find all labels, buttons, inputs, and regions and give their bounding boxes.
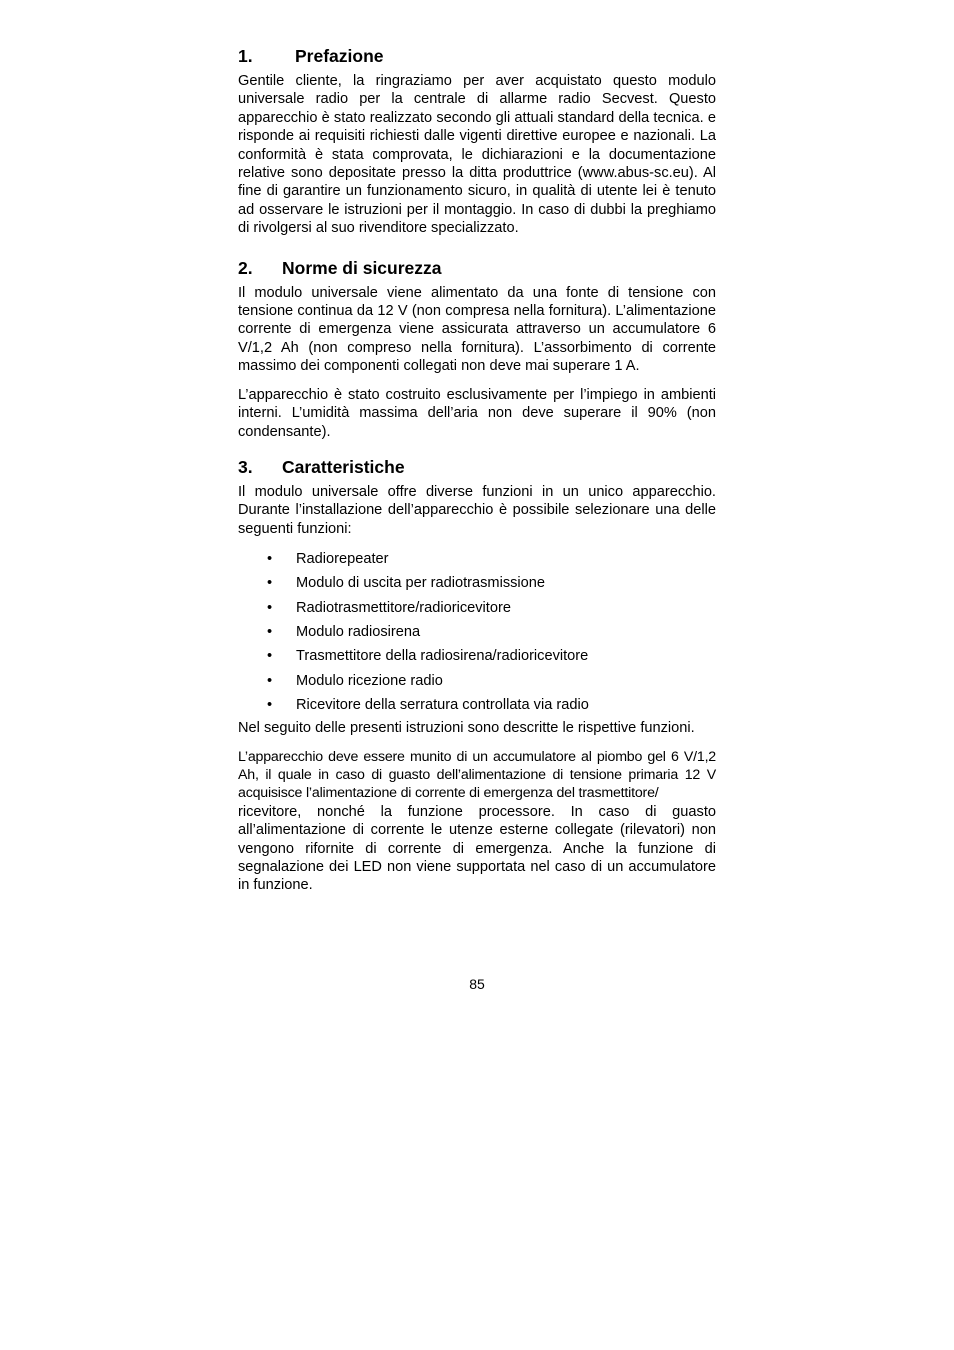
bullet-icon: •: [267, 551, 273, 568]
paragraph-accumulatore-part1: L’apparecchio deve essere munito di un accumulatore al piombo gel 6 V/1,2 Ah, il quale in caso di guasto dell’alimentazione di tensione primaria 12 V acquisisce l’alimentazione di corrente di emergenza del trasmettitore/: [238, 748, 716, 802]
list-item: [238, 574, 716, 592]
bullet-icon: •: [267, 599, 273, 616]
bullet-icon: •: [267, 672, 273, 689]
list-item: [238, 599, 716, 617]
paragraph-intro-funzioni: Il modulo universale offre diverse funzioni in un unico apparecchio. Durante l’installazione dell’apparecchio è possibile selezionare una delle seguenti funzioni:: [238, 483, 716, 537]
list-item: [238, 647, 716, 665]
section-heading-prefazione: [238, 44, 716, 68]
function-list: [238, 550, 716, 714]
section-title: Prefazione: [295, 46, 384, 66]
section-number: 1.: [238, 46, 253, 66]
list-item: [238, 672, 716, 690]
list-item-text: Modulo di uscita per radiotrasmissione: [296, 575, 546, 592]
section-title: Caratteristiche: [282, 456, 405, 477]
list-item-text: Modulo ricezione radio: [296, 672, 443, 689]
list-item-text: Radiorepeater: [296, 551, 389, 568]
list-item-text: Ricevitore della serratura controllata via radio: [296, 696, 589, 713]
list-item: [238, 623, 716, 641]
document-page: [238, 44, 716, 895]
page-number: 85: [469, 976, 485, 992]
bullet-icon: •: [267, 648, 273, 665]
paragraph-descrizione-funzioni: Nel seguito delle presenti istruzioni sono descritte le rispettive funzioni.: [238, 720, 695, 737]
section-number: 3.: [238, 456, 253, 477]
paragraph-ambienti-interni: L’apparecchio è stato costruito esclusivamente per l’impiego in ambienti interni. L’umidità massima dell’aria non deve superare il 90% (non condensante).: [238, 386, 716, 440]
section-title: Norme di sicurezza: [282, 257, 442, 278]
section-heading-norme-di-sicurezza: [238, 256, 716, 280]
section-number: 2.: [238, 257, 253, 278]
list-item: [238, 550, 716, 568]
list-item-text: Radiotrasmettitore/radioricevitore: [296, 599, 511, 616]
section-heading-caratteristiche: [238, 455, 716, 479]
bullet-icon: •: [267, 575, 273, 592]
list-item-text: Modulo radiosirena: [296, 624, 421, 641]
list-item: [238, 696, 716, 714]
paragraph-accumulatore-part2: ricevitore, nonché la funzione processore. In caso di guasto all’alimentazione di corrente le utenze esterne collegate (rilevatori) non vengono rifornite di corrente di emergenza. Anche la funzione di segnalazione dei LED non viene supportata nel caso di un accumulatore in funzione.: [238, 803, 716, 894]
paragraph-alimentazione: Il modulo universale viene alimentato da una fonte di tensione con tensione continua da 12 V (non compresa nella fornitura). L’alimentazione corrente di emergenza viene assicurata attraverso un accumulatore 6 V/1,2 Ah (non compreso nella fornitura). L’assorbimento di corrente massimo dei componenti collegati non deve mai superare 1 A.: [238, 284, 716, 375]
bullet-icon: •: [267, 624, 273, 641]
list-item-text: Trasmettitore della radiosirena/radioricevitore: [296, 648, 589, 665]
paragraph-prefazione: Gentile cliente, la ringraziamo per aver acquistato questo modulo universale radio per la centrale di allarme radio Secvest. Questo apparecchio è stato realizzato secondo gli attuali standard della tecnica. e risponde ai requisiti richiesti dalle vigenti direttive europee e nazionali. La conformità è stata comprovata, le dichiarazioni e la documentazione relative sono depositate presso la ditta produttrice (www.abus-sc.eu). Al fine di garantire un funzionamento sicuro, in qualità di utente lei è tenuto ad osservare le istruzioni per il montaggio. In caso di dubbi la preghiamo di rivolgersi al suo rivenditore specializzato.: [238, 73, 716, 237]
bullet-icon: •: [267, 696, 273, 713]
